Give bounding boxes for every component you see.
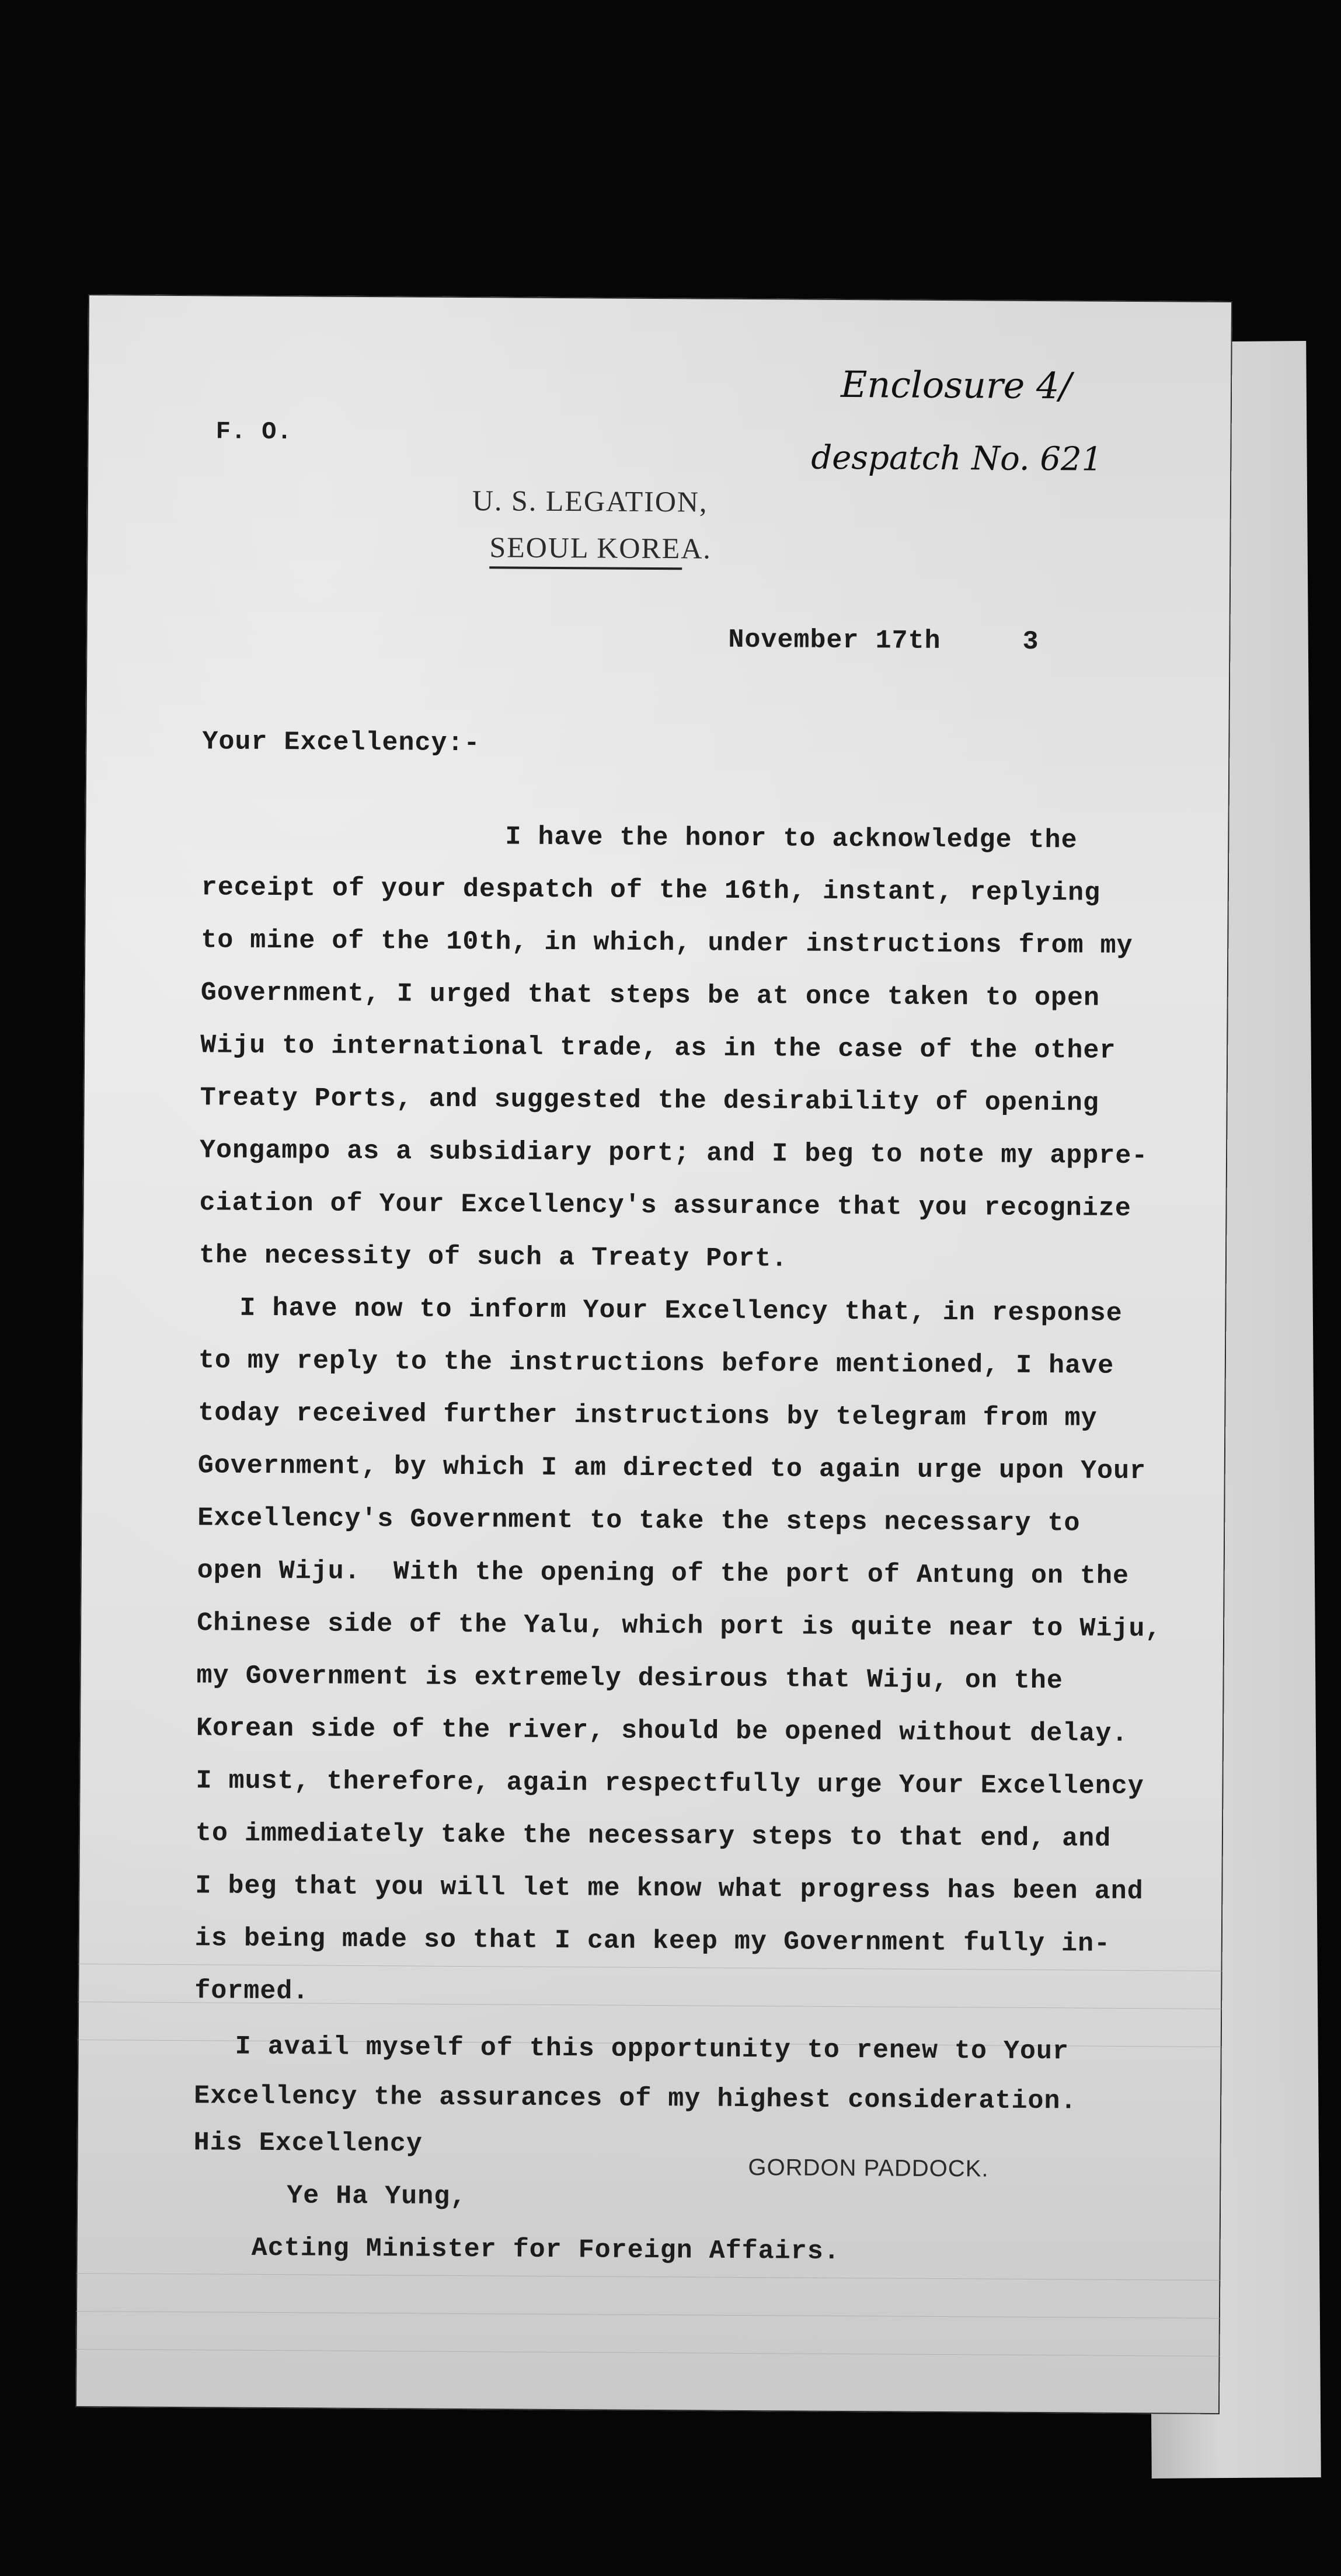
letter-page — [75, 294, 1232, 2414]
body-line: Treaty Ports, and suggested the desirability of opening — [200, 1083, 1100, 1118]
addressee-title: His Excellency — [193, 2128, 423, 2159]
body-line: Chinese side of the Yalu, which port is quite near to Wiju, — [197, 1608, 1162, 1644]
file-mark: F. O. — [215, 417, 292, 447]
closing-line: Excellency the assurances of my highest consideration. — [194, 2081, 1077, 2117]
body-line: I have the honor to acknowledge the — [505, 822, 1078, 856]
handwritten-enclosure-note: Enclosure 4/ — [840, 362, 1072, 407]
body-line: open Wiju. With the opening of the port of Antung on the — [197, 1556, 1130, 1591]
body-line: Yongampo as a subsidiary port; and I beg to note my appre- — [199, 1135, 1148, 1172]
letterhead-legation: U. S. LEGATION, — [472, 484, 708, 518]
body-line: to mine of the 10th, in which, under instructions from my — [201, 925, 1133, 961]
ruled-line — [76, 2273, 1220, 2281]
body-line: receipt of your despatch of the 16th, instant, replying — [201, 873, 1101, 908]
body-line: I must, therefore, again respectfully urge Your Excellency — [196, 1766, 1144, 1802]
ruled-line — [76, 2311, 1220, 2319]
body-line: the necessity of such a Treaty Port. — [198, 1240, 788, 1274]
body-line: ciation of Your Excellency's assurance that you recognize — [199, 1188, 1131, 1223]
body-line: Excellency's Government to take the steps necessary to — [197, 1503, 1081, 1539]
body-line: is being made so that I can keep my Government fully in- — [194, 1923, 1111, 1959]
body-line: to immediately take the necessary steps to that end, and — [195, 1818, 1112, 1854]
body-line: Government, by which I am directed to again urge upon Your — [197, 1451, 1147, 1487]
ruled-line — [76, 2349, 1220, 2357]
body-line: formed. — [194, 1976, 309, 2007]
signature-name: GORDON PADDOCK. — [748, 2155, 989, 2182]
addressee-office: Acting Minister for Foreign Affairs. — [251, 2233, 840, 2267]
body-line: today received further instructions by telegram from my — [198, 1398, 1098, 1434]
letterhead-location: SEOUL KOREA. — [489, 531, 712, 565]
body-line: to my reply to the instructions before mentioned, I have — [198, 1345, 1114, 1381]
body-line: I beg that you will let me know what progress has been and — [195, 1871, 1144, 1907]
letterhead-underline — [489, 566, 682, 570]
letter-date: November 17th 3 — [728, 625, 1039, 657]
handwritten-despatch-note: despatch No. 621 — [811, 438, 1103, 479]
body-line: I have now to inform Your Excellency that, in response — [239, 1293, 1123, 1329]
body-line: Korean side of the river, should be opened without delay. — [196, 1713, 1128, 1749]
ruled-line — [78, 1964, 1222, 1971]
body-line: Wiju to international trade, as in the case of the other — [200, 1030, 1116, 1066]
body-line: Government, I urged that steps be at once taken to open — [200, 978, 1100, 1013]
addressee-name: Ye Ha Yung, — [287, 2181, 467, 2212]
body-line: my Government is extremely desirous that Wiju, on the — [196, 1661, 1063, 1696]
closing-line: I avail myself of this opportunity to renew to Your — [235, 2031, 1070, 2067]
salutation: Your Excellency:- — [202, 727, 480, 759]
